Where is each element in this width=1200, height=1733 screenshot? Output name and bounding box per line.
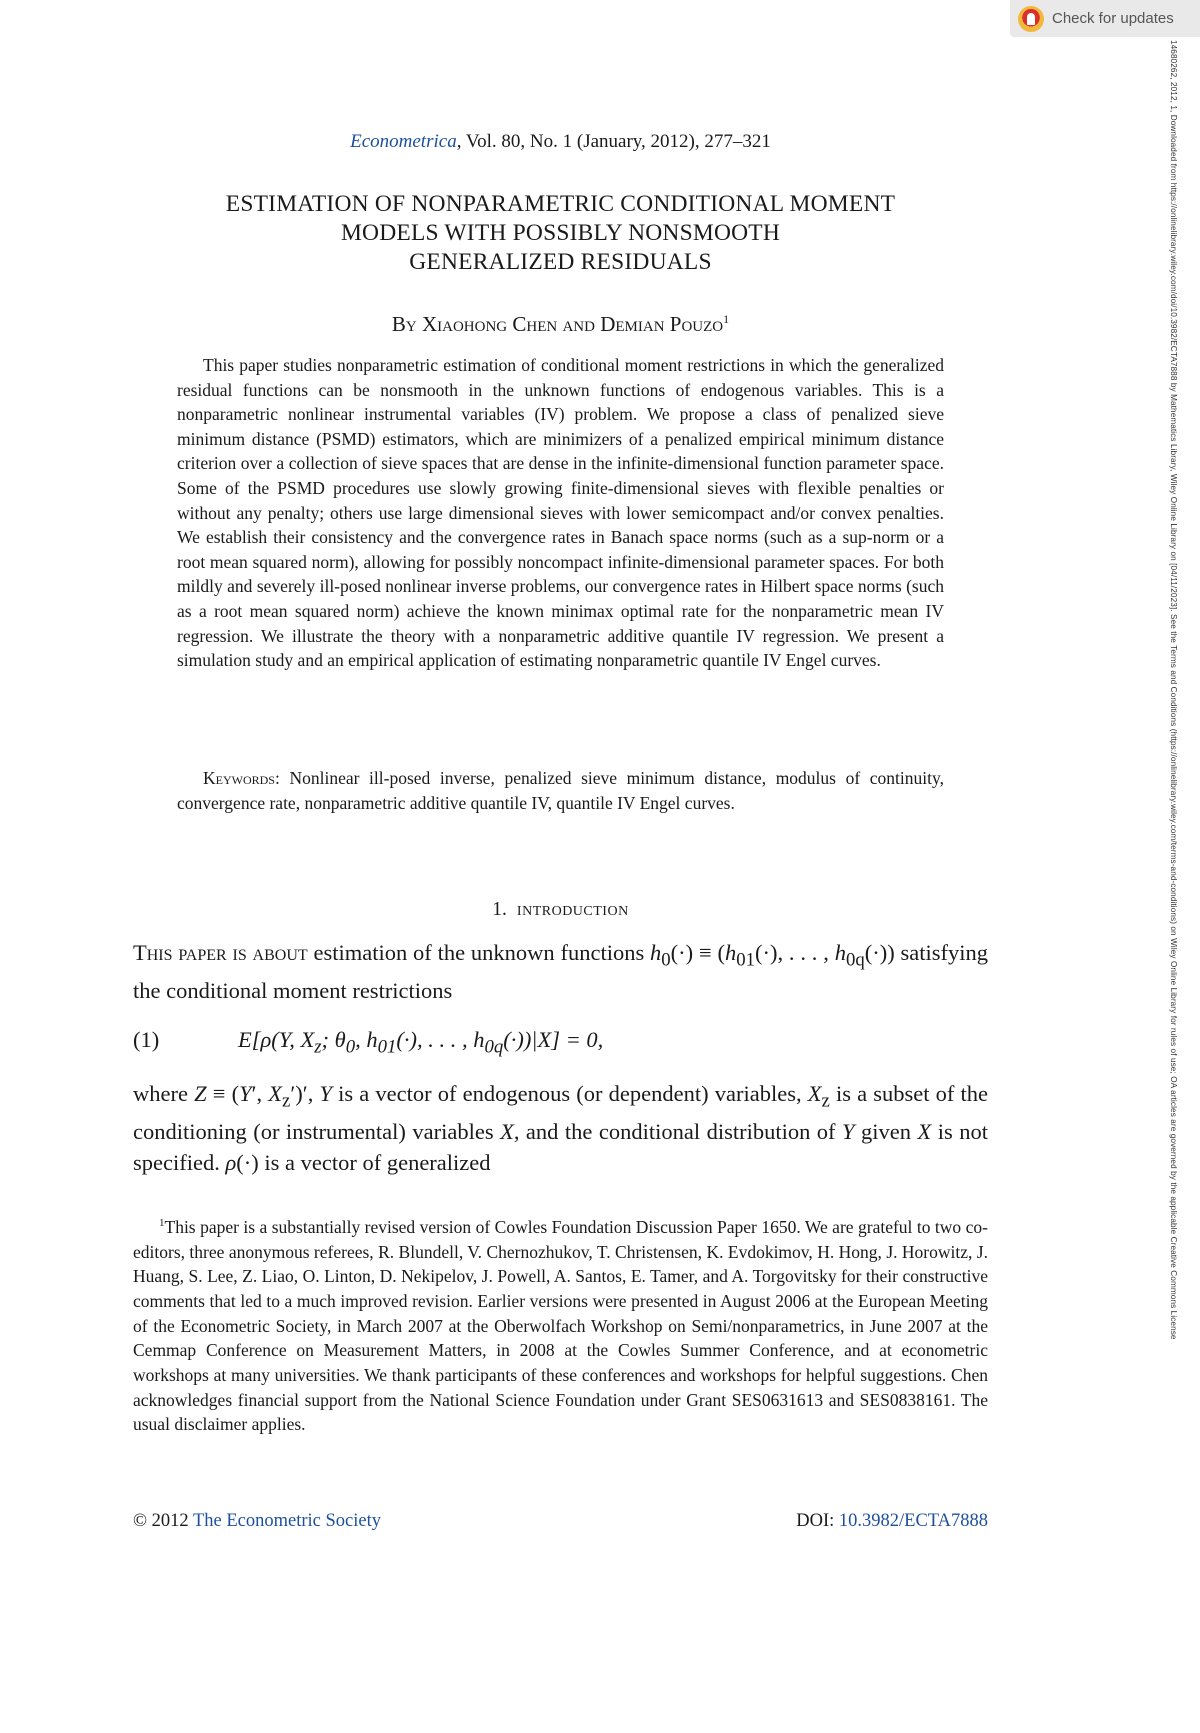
crossmark-icon — [1018, 6, 1044, 32]
footnote-mark: 1 — [159, 1217, 165, 1229]
equation-number: (1) — [133, 1027, 160, 1052]
keywords-label: Keywords: — [203, 768, 280, 788]
keywords-text: Nonlinear ill-posed inverse, penalized sieve minimum distance, modulus of continuity, convergence rate, nonparametric additive quantile IV, quantile IV Engel curves. — [177, 768, 944, 813]
journal-citation — [133, 131, 988, 153]
copyright: © 2012 The Econometric Society — [133, 1511, 382, 1531]
doi: DOI: 10.3982/ECTA7888 — [796, 1511, 988, 1531]
journal-name-link[interactable]: Econometrica — [350, 131, 457, 152]
equation-body: E[ρ(Y, $X_z$; $\theta_0$, $h_{01}(\cdot)$, . . . , $h_{0q}(\cdot))|X] = 0$, — [238, 1027, 604, 1058]
footnote-text: This paper is a substantially revised version of Cowles Foundation Discussion Paper 1650. We are grateful to two co-editors, three anonymous referees, R. Blundell, V. Chernozhukov, T. Christensen, K. Evdokimov, H. Hong, J. Horowitz, J. Huang, S. Lee, Z. Liao, O. Linton, D. Nekipelov, J. Powell, A. Santos, E. Tamer, and A. Torgovitsky for their constructive comments that led to a much improved revision. Earlier versions were presented in August 2006 at the European Meeting of the Econometric Society, in March 2007 at the Oberwolfach Workshop on Semi/nonparametrics, in June 2007 at the Cemmap Conference on Measurement Matters, in 2008 at the Cowles Summer Conference, and at econometric workshops at many universities. We thank participants of these conferences and workshops for helpful suggestions. Chen acknowledges financial support from the National Science Foundation under Grant SES0631613 and SES0838161. The usual disclaimer applies. — [133, 1216, 988, 1435]
author-byline — [133, 312, 988, 337]
abstract: This paper studies nonparametric estimation of conditional moment restrictions in which the generalized residual functions can be nonsmooth in the unknown functions of endogenous variables. This is a nonparametric nonlinear instrumental variables (IV) problem. We propose a class of penalized sieve minimum distance (PSMD) estimators, which are minimizers of a penalized empirical minimum distance criterion over a collection of sieve spaces that are dense in the infinite-dimensional function parameter space. Some of the PSMD procedures use slowly growing finite-dimensional sieves with flexible penalties or without any penalty; others use large dimensional sieves with lower semicompact and/or convex penalties. We establish their consistency and the convergence rates in Banach space norms (such as a sup-norm or a root mean squared norm), allowing for possibly noncompact infinite-dimensional parameter spaces. For both mildly and severely ill-posed nonlinear inverse problems, our convergence rates in Hilbert space norms (such as a root mean squared norm) achieve the known minimax optimal rate for the nonparametric mean IV regression. We illustrate the theory with a nonparametric additive quantile IV regression. We present a simulation study and an empirical application of estimating nonparametric quantile IV Engel curves. — [177, 355, 944, 671]
footnote — [133, 1211, 988, 1437]
check-for-updates-label: Check for updates — [1052, 10, 1174, 27]
title-line: MODELS WITH POSSIBLY NONSMOOTH — [340, 220, 781, 246]
author-names: By Xiaohong Chen and Demian Pouzo — [391, 312, 724, 336]
section-heading — [133, 899, 988, 921]
side-download-note — [1167, 40, 1183, 1700]
intro-paragraph: This paper is about estimation of the unknown functions $h_0(\cdot) \equiv (h_{01}(\cdot)$, . . . , $h_{0q}(\cdot)$) satisfying the conditional moment restrictions — [133, 940, 989, 1003]
section-number: 1. — [492, 899, 507, 920]
section-name: introduction — [516, 899, 629, 920]
keywords — [177, 766, 944, 815]
society-link[interactable]: The Econometric Society — [192, 1511, 382, 1531]
doi-link[interactable]: 10.3982/ECTA7888 — [838, 1511, 988, 1531]
body-paragraph: where Z ≡ (Y′, $X_z')'$, Y is a vector of endogenous (or dependent) variables, $X_z$ is a subset of the conditioning (or instrumental) variables X, and the conditional distribution of Y given X is not specified. ρ(·) is a vector of generalized — [133, 1081, 988, 1175]
check-for-updates-button[interactable] — [1010, 0, 1200, 37]
journal-details: , Vol. 80, No. 1 (January, 2012), 277–321 — [456, 131, 771, 152]
paper-title — [133, 190, 988, 277]
title-line: ESTIMATION OF NONPARAMETRIC CONDITIONAL MOMENT — [225, 191, 896, 217]
author-footnote-mark[interactable]: 1 — [723, 312, 730, 326]
title-line: GENERALIZED RESIDUALS — [409, 249, 712, 275]
side-download-text: 14680262, 2012, 1, Downloaded from https://onlinelibrary.wiley.com/doi/10.3982/ECTA7888 by Mathematics Library, Wiley Online Library on [04/11/2023]. See the Terms and Conditions (https://onlinelibrary.wiley.com/terms-and-conditions) on Wiley Online Library for rules of use; OA articles are governed by the applicable Creative Commons License — [1169, 40, 1178, 1340]
